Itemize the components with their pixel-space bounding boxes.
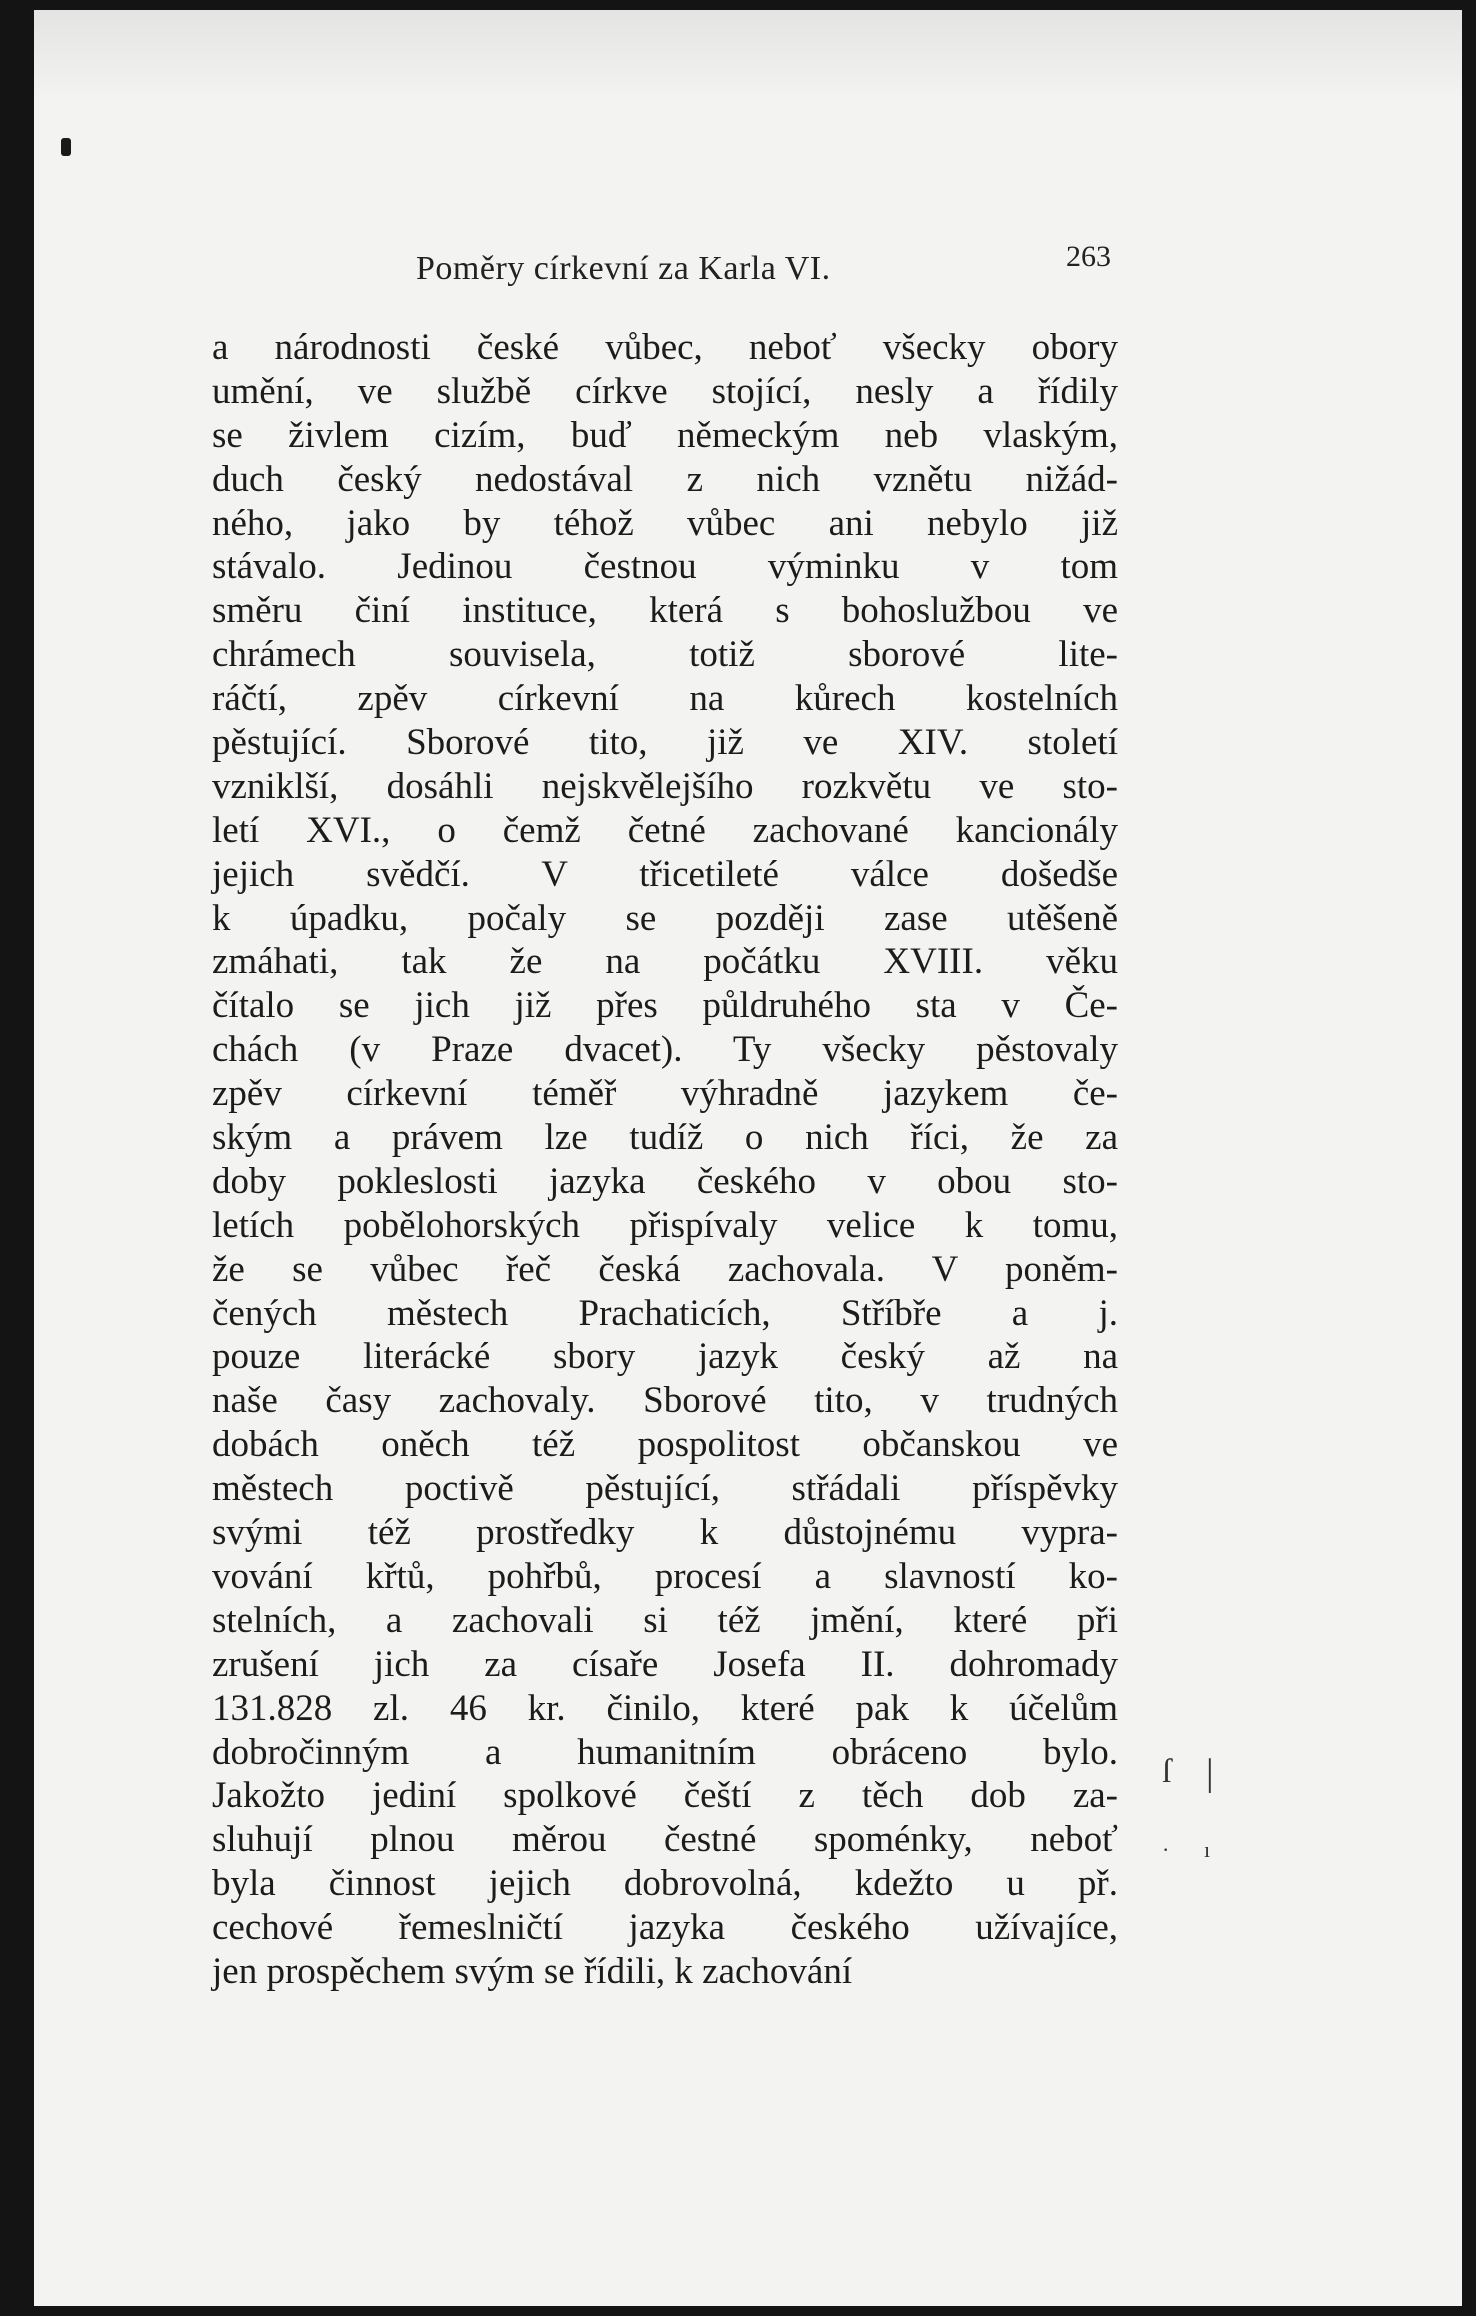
text-line: dobročinným a humanitním obráceno bylo. (212, 1731, 1118, 1773)
text-line: stelních, a zachovali si též jmění, které při (212, 1599, 1118, 1641)
text-line: a národnosti české vůbec, neboť všecky obory (212, 327, 1118, 368)
text-line: svými též prostředky k důstojnému vypra- (212, 1512, 1118, 1554)
binding-mark (61, 138, 71, 156)
text-line: duch český nedostával z nich vznětu nižád- (212, 458, 1118, 500)
body-text (212, 326, 1118, 1994)
text-line: čených městech Prachaticích, Stříbře a j. (212, 1292, 1118, 1334)
page-number: 263 (1066, 240, 1111, 273)
margin-mark: | (1206, 1752, 1214, 1794)
text-line: zrušení jich za císaře Josefa II. dohromady (212, 1643, 1118, 1685)
text-line: umění, ve službě církve stojící, nesly a řídily (212, 370, 1118, 412)
margin-mark: · (1162, 1837, 1170, 1862)
margin-mark: ı (1204, 1837, 1211, 1862)
text-line: ného, jako by téhož vůbec ani nebylo již (212, 502, 1118, 544)
text-line: letí XVI., o čemž četné zachované kancionály (212, 809, 1118, 851)
text-line: jejich svědčí. V třicetileté válce došedše (212, 853, 1118, 895)
text-line: ráčtí, zpěv církevní na kůrech kostelních (212, 678, 1118, 720)
text-line: sluhují plnou měrou čestné spoménky, neboť (212, 1819, 1118, 1861)
text-line: chách (v Praze dvacet). Ty všecky pěstovaly (212, 1029, 1118, 1071)
text-line: městech poctivě pěstující, střádali příspěvky (212, 1468, 1118, 1510)
text-line: vování křtů, pohřbů, procesí a slavností ko- (212, 1555, 1118, 1597)
text-line: stávalo. Jedinou čestnou výminku v tom (212, 546, 1118, 588)
text-line: 131.828 zl. 46 kr. činilo, které pak k účelům (212, 1687, 1118, 1729)
margin-mark: ſ (1162, 1753, 1172, 1790)
text-line: zmáhati, tak že na počátku XVIII. věku (212, 941, 1118, 983)
text-line: byla činnost jejich dobrovolná, kdežto u př. (212, 1863, 1118, 1905)
text-line: ským a právem lze tudíž o nich říci, že za (212, 1117, 1118, 1159)
text-line: pěstující. Sborové tito, již ve XIV. století (212, 722, 1118, 764)
text-line: naše časy zachovaly. Sborové tito, v trudných (212, 1380, 1118, 1422)
text-line: cechové řemeslničtí jazyka českého užívajíce, (212, 1907, 1118, 1949)
text-line: jen prospěchem svým se řídili, k zachování (212, 1950, 853, 1992)
text-line: směru činí instituce, která s bohoslužbou ve (212, 590, 1118, 632)
running-title: Poměry církevní za Karla VI. (416, 250, 831, 287)
text-line: čítalo se jich již přes půldruhého sta v Če- (212, 985, 1118, 1027)
text-line: dobách oněch též pospolitost občanskou ve (212, 1424, 1118, 1466)
text-line: k úpadku, počaly se později zase utěšeně (212, 897, 1118, 939)
text-line: doby pokleslosti jazyka českého v obou sto- (212, 1160, 1118, 1202)
text-line: zpěv církevní téměř výhradně jazykem če- (212, 1073, 1118, 1115)
text-line: Jakožto jediní spolkové čeští z těch dob za- (212, 1775, 1118, 1817)
text-line: letích pobělohorských přispívaly velice k tomu, (212, 1204, 1118, 1246)
text-line: vzniklší, dosáhli nejskvělejšího rozkvětu ve sto- (212, 765, 1118, 807)
text-line: pouze literácké sbory jazyk český až na (212, 1336, 1118, 1378)
text-line: se živlem cizím, buď německým neb vlaským, (212, 414, 1118, 456)
text-line: chrámech souvisela, totiž sborové lite- (212, 634, 1118, 676)
text-line: že se vůbec řeč česká zachovala. V poněm- (212, 1248, 1118, 1290)
